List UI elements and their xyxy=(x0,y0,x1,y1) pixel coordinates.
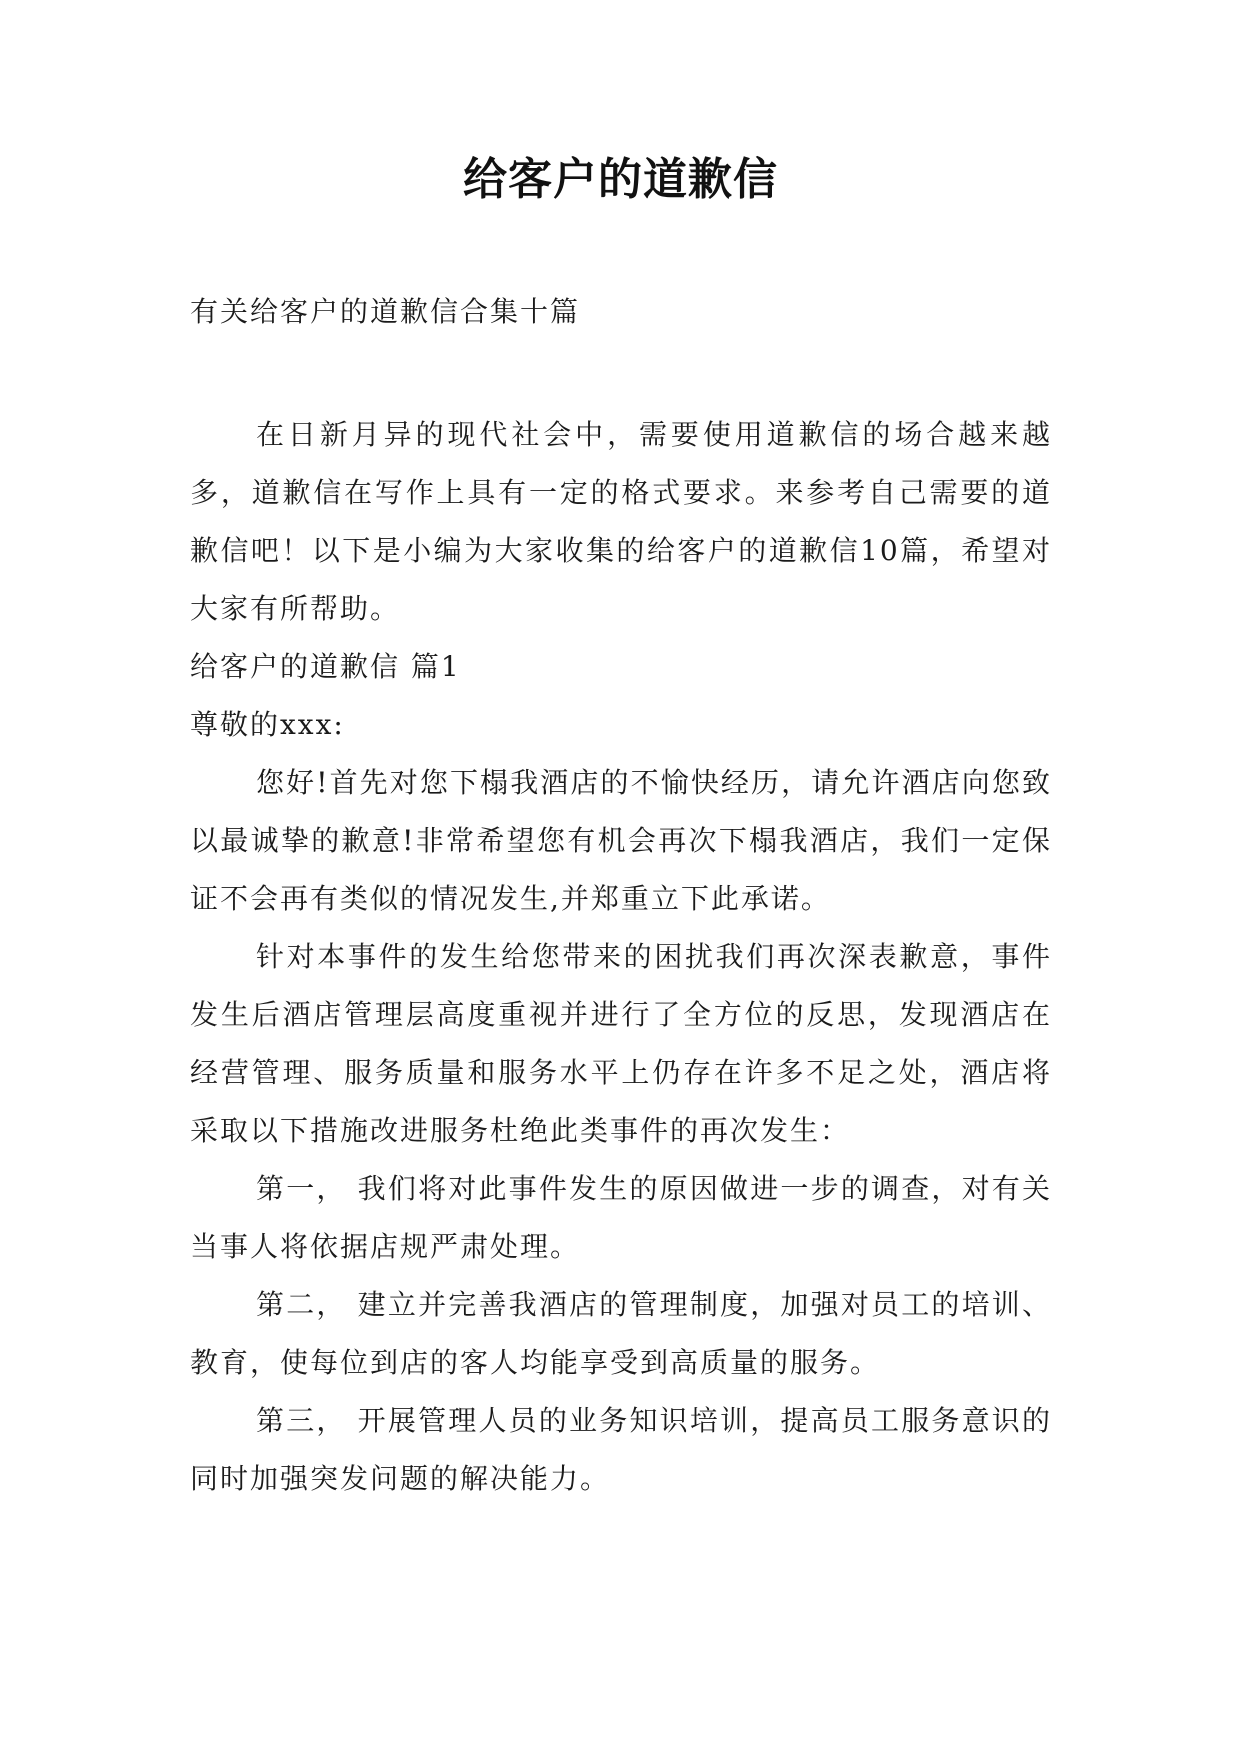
measure-paragraph: 第二， 建立并完善我酒店的管理制度，加强对员工的培训、教育，使每位到店的客人均能享受到高质量的服务。 xyxy=(190,1288,1052,1379)
measure-paragraph: 第三， 开展管理人员的业务知识培训，提高员工服务意识的同时加强突发问题的解决能力。 xyxy=(190,1404,1052,1495)
intro-paragraph: 在日新月异的现代社会中，需要使用道歉信的场合越来越多，道歉信在写作上具有一定的格式要求。来参考自己需要的道歉信吧！以下是小编为大家收集的给客户的道歉信10篇，希望对大家有所帮助。 xyxy=(190,418,1052,625)
body-paragraph: 您好!首先对您下榻我酒店的不愉快经历，请允许酒店向您致以最诚挚的歉意!非常希望您有机会再次下榻我酒店，我们一定保证不会再有类似的情况发生,并郑重立下此承诺。 xyxy=(190,766,1052,915)
measure-paragraph: 第一， 我们将对此事件发生的原因做进一步的调查，对有关当事人将依据店规严肃处理。 xyxy=(190,1172,1052,1263)
document-body xyxy=(190,406,1052,1508)
section-heading: 给客户的道歉信 篇1 xyxy=(190,650,461,683)
document-title: 给客户的道歉信 xyxy=(463,154,778,205)
salutation: 尊敬的xxx: xyxy=(190,708,345,741)
document-subtitle: 有关给客户的道歉信合集十篇 xyxy=(190,295,581,328)
body-paragraph: 针对本事件的发生给您带来的困扰我们再次深表歉意，事件发生后酒店管理层高度重视并进行了全方位的反思，发现酒店在经营管理、服务质量和服务水平上仍存在许多不足之处，酒店将采取以下措施改进服务杜绝此类事件的再次发生： xyxy=(190,940,1052,1147)
